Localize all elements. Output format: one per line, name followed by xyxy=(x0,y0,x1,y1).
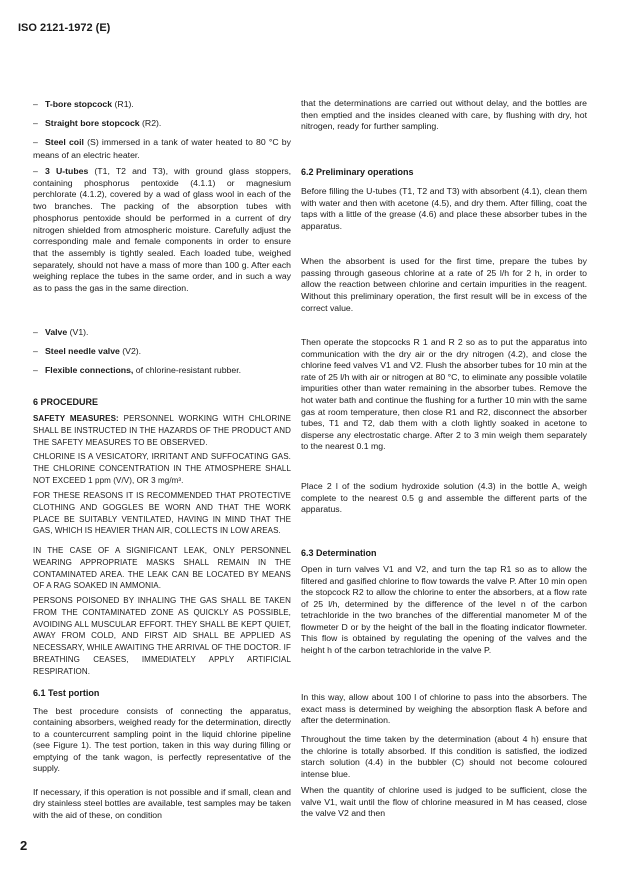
paragraph: Place 2 l of the sodium hydroxide solution (4.3) in the bottle A, weigh complete to the nearest 0.5 g and assemble the different parts of the apparatus. xyxy=(301,481,587,514)
paragraph: When the quantity of chlorine used is judged to be sufficient, close the valve V1, wait until the flow of chlorine measured in M has ceased, close the valve V2 and then xyxy=(301,785,587,818)
item-text: of chlorine-resistant rubber. xyxy=(133,365,242,375)
item-term: Steel coil xyxy=(45,137,84,147)
paragraph: that the determinations are carried out without delay, and the bottles are then emptied and the insides cleaned with care, by flushing with dry, hot nitrogen, ready for further sampling. xyxy=(301,98,587,131)
list-item xyxy=(33,166,291,295)
dash: – xyxy=(33,137,38,147)
item-term: Straight bore stopcock xyxy=(45,118,140,128)
section-heading: 6.2 Preliminary operations xyxy=(301,167,414,177)
item-term: Steel needle valve xyxy=(45,346,120,356)
list-item xyxy=(33,117,291,130)
safety-text: PERSONNEL WORKING WITH CHLORINE SHALL BE INSTRUCTED IN THE HAZARDS OF THE PRODUCT AND THE SAFETY MEASURES TO BE OBSERVED. xyxy=(33,414,291,447)
item-text: (V1). xyxy=(67,327,89,337)
list-item xyxy=(33,136,291,161)
dash: – xyxy=(33,166,38,176)
dash: – xyxy=(33,118,38,128)
paragraph: The best procedure consists of connecting the apparatus, containing absorbers, weighed ready for the determination, directly to a countercurrent sampling point in the liquid chlorine pipeline (see Figure 1). The test portion, taken in this way during filling or emptying of the tank wagon, is perfectly representative of the supply. xyxy=(33,706,291,774)
paragraph: Before filling the U-tubes (T1, T2 and T3) with absorbent (4.1), clean them with water and then with acetone (4.5), and dry them. After filling, coat the taps with a little of the grease (4.6) and place these absorber tubes in the apparatus. xyxy=(301,186,587,231)
document-header: ISO 2121-1972 (E) xyxy=(18,22,111,34)
safety-label: SAFETY MEASURES: xyxy=(33,414,119,423)
list-item xyxy=(33,345,291,358)
dash: – xyxy=(33,346,38,356)
item-text: (V2). xyxy=(119,346,142,356)
item-term: 3 U-tubes xyxy=(45,166,89,176)
list-item xyxy=(33,326,291,339)
caps-paragraph: CHLORINE IS A VESICATORY, IRRITANT AND SUFFOCATING GAS. THE CHLORINE CONCENTRATION IN THE ATMOSPHERE SHALL NOT EXCEED 1 ppm (V/V), OR 3 mg/m³. xyxy=(33,452,291,485)
paragraph: Throughout the time taken by the determination (about 4 h) ensure that the chlorine is totally absorbed. If this condition is satisfied, the iodized starch solution (4.4) in the bubbler (C) should not become coloured intense blue. xyxy=(301,734,587,779)
item-text: (R1). xyxy=(112,99,134,109)
item-term: T-bore stopcock xyxy=(45,99,113,109)
paragraph: Then operate the stopcocks R 1 and R 2 so as to put the apparatus into communication with the dry air or the dry nitrogen (4.2), and close the chlorine feed valves V1 and V2. Flush the absorber tubes for 10 min at the rate of 25 l/h with air or nitrogen at 80 °C, to eliminate any possible volatile impurities other than water remaining in the absorber tubes. Remove the hot water bath and continue the flushing for a further 10 min with the same gas at room temperature, then close R1 and R2, disconnect the absorber tubes, T1 and T2, dab them with a cloth lightly soaked in acetone to disperse any electrostatic charge. After 2 to 3 min weigh them separately to the nearest 0.1 mg. xyxy=(301,337,587,452)
item-text: (S) immersed in a tank of water heated to 80 °C by means of an electric heater. xyxy=(33,137,291,160)
paragraph: When the absorbent is used for the first time, prepare the tubes by passing through gaseous chlorine at a rate of 25 l/h for 2 h, in order to allow the reaction between chlorine and certain impurities in the reagent. Without this preliminary operation, the first result will be in excess of the correct value. xyxy=(301,256,587,313)
dash: – xyxy=(33,99,38,109)
item-term: Valve xyxy=(45,327,68,337)
page-number: 2 xyxy=(20,838,28,853)
list-item xyxy=(33,98,291,111)
dash: – xyxy=(33,365,38,375)
caps-paragraph: IN THE CASE OF A SIGNIFICANT LEAK, ONLY PERSONNEL WEARING APPROPRIATE MASKS SHALL REMAIN IN THE CONTAMINATED AREA. THE LEAK CAN BE LOCATED BY MEANS OF A RAG SOAKED IN AMMONIA. xyxy=(33,546,291,591)
dash: – xyxy=(33,327,38,337)
safety-paragraph xyxy=(33,413,291,448)
item-text: (T1, T2 and T3), with ground glass stoppers, containing phosphorus pentoxide (4.1.1) or magnesium perchlorate (4.1.2), covered by a wad of glass wool in each of the two branches. The packing of the absorption tubes with phosphorus pentoxide should be performed in a current of dry nitrogen shielded from atmospheric moisture. Carefully adjust the corresponding male and female components in order to ensure that the assembly is tightly sealed. Each loaded tube, weighed separately, should not have a mass of more than 100 g. After each weighing replace the tubes in the same order, and in such a way as to pass the gas in the same direction. xyxy=(33,166,291,294)
item-term: Flexible connections, xyxy=(45,365,134,375)
item-text: (R2). xyxy=(139,118,162,128)
list-item xyxy=(33,364,291,377)
section-heading: 6.1 Test portion xyxy=(33,688,100,698)
caps-paragraph: PERSONS POISONED BY INHALING THE GAS SHALL BE TAKEN FROM THE CONTAMINATED ZONE AS QUICKLY AS POSSIBLE, AVOIDING ALL MUSCULAR EFFORT. THEY SHALL BE KEPT QUIET, AWAY FROM COLD, AND FIRST AID SHALL BE APPLIED AS NECESSARY, WHILE AWAITING THE ARRIVAL OF THE DOCTOR. IF BREATHING CEASES, IMMEDIATELY APPLY ARTIFICIAL RESPIRATION. xyxy=(33,596,291,676)
section-heading: 6 PROCEDURE xyxy=(33,397,99,407)
paragraph: If necessary, if this operation is not possible and if small, clean and dry stainless steel bottles are available, test samples may be taken with the aid of these, on condition xyxy=(33,787,291,820)
paragraph: In this way, allow about 100 l of chlorine to pass into the absorbers. The exact mass is determined by weighing the absorption flask A before and after the determination. xyxy=(301,692,587,725)
paragraph: Open in turn valves V1 and V2, and turn the tap R1 so as to allow the filtered and gasified chlorine to flow towards the valve P. After 10 min open the stopcock R2 to allow the chlorine to enter the absorbers, at a flow rate of 25 l/h, determined by the difference of the level n of the carbon tetrachloride in the two branches of the differential manometer M of the flowmeter D or by the height of the ball in the floating indicator flowmeter. This flow is obtained by regulating the opening of the valves and the height h of the carbon tetrachloride in the valve P. xyxy=(301,564,587,655)
section-heading: 6.3 Determination xyxy=(301,548,377,558)
caps-paragraph: FOR THESE REASONS IT IS RECOMMENDED THAT PROTECTIVE CLOTHING AND GOGGLES BE WORN AND THAT THE WORK PLACE BE SUITABLY VENTILATED, HAVING IN MIND THAT THE GAS, WHICH IS HEAVIER THAN AIR, COLLECTS IN LOW AREAS. xyxy=(33,491,291,536)
